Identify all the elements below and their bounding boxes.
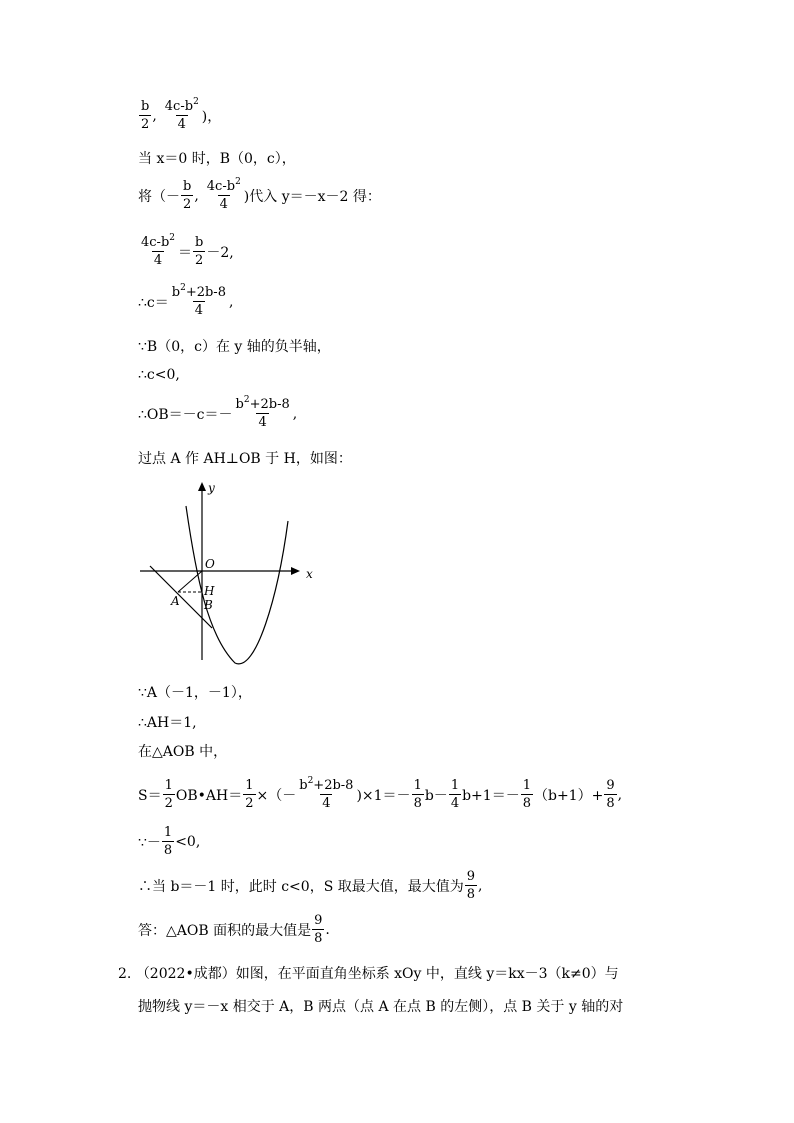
solution-line-2: 当 x＝0 时，B（0，c）， xyxy=(138,151,296,167)
problem-number: 2. xyxy=(118,966,132,982)
solution-line-3: 将（－ $\frac{b}{2}$ , $\frac{4c-b^2}{4}$ )代入 y＝－x－2 得： xyxy=(138,177,381,212)
fraction: $\frac{b}{2}$ xyxy=(183,179,192,212)
solution-line-14: ∵－ $\frac{1}{8}$ <0, xyxy=(138,825,201,858)
solution-line-8: ∴OB＝－c＝－ $\frac{b^2+2b-8}{4}$ , xyxy=(138,395,298,430)
x-axis-arrow-icon xyxy=(291,567,300,575)
problem-text-line-2: 抛物线 y＝－x 相交于 A，B 两点（点 A 在点 B 的左侧），点 B 关于 y 轴的对 xyxy=(138,999,624,1015)
fraction: $\frac{4c-b^2}{4}$ xyxy=(141,233,176,268)
fraction: $\frac{9}{8}$ xyxy=(314,913,323,946)
fraction: $\frac{1}{4}$ xyxy=(450,778,460,811)
problem-2 xyxy=(118,958,678,1024)
label-y: y xyxy=(208,481,215,495)
answer-line: 答：△AOB 面积的最大值是 $\frac{9}{8}$ . xyxy=(138,913,330,946)
label-x: x xyxy=(306,567,313,581)
solution-line-13: S＝ $\frac{1}{2}$ OB•AH＝ $\frac{1}{2}$ ×（－ $\frac{b^2+2b-8}{4}$ )×1＝－ $\frac{1}{8}$ b－ $\frac{1}{4}$ b+1＝－ $\frac{1}{8}$ （b+1）+ $\frac{9}{8}$ , xyxy=(138,776,623,811)
y-axis-arrow-icon xyxy=(198,482,206,491)
solution-line-12: 在△AOB 中， xyxy=(138,744,228,760)
fraction: $\frac{1}{8}$ xyxy=(522,778,531,811)
label-b: B xyxy=(204,598,213,612)
fraction: $\frac{b}{2}$ xyxy=(195,235,204,268)
segment-oa xyxy=(178,571,202,592)
fraction: $\frac{b^2+2b-8}{4}$ xyxy=(235,395,290,430)
fraction: $\frac{4c-b^2}{4}$ xyxy=(164,97,199,132)
fraction: $\frac{b^2+2b-8}{4}$ xyxy=(299,776,354,811)
solution-line-15: ∴当 b＝－1 时，此时 c<0，S 取最大值，最大值为 $\frac{9}{8}$ , xyxy=(138,869,483,902)
fraction: $\frac{1}{2}$ xyxy=(164,778,173,811)
solution-line-4: $\frac{4c-b^2}{4}$ ＝ $\frac{b}{2}$ －2, xyxy=(141,233,234,268)
label-a: A xyxy=(171,594,180,608)
fraction: $\frac{9}{8}$ xyxy=(466,869,476,902)
parabola-curve xyxy=(186,506,288,664)
solution-line-7: ∴c<0, xyxy=(138,367,180,383)
problem-text-line-1: （2022•成都）如图，在平面直角坐标系 xOy 中，直线 y＝kx－3（k≠0）与 xyxy=(135,966,619,982)
label-h: H xyxy=(204,584,215,598)
solution-line-1: $\frac{b}{2}$ , $\frac{4c-b^2}{4}$ )， xyxy=(141,97,222,132)
solution-line-6: ∵B（0，c）在 y 轴的负半轴， xyxy=(138,339,331,355)
fraction: $\frac{1}{8}$ xyxy=(163,825,173,858)
fraction: $\frac{b^2+2b-8}{4}$ xyxy=(171,283,226,318)
fraction: $\frac{1}{2}$ xyxy=(245,778,254,811)
solution-line-9: 过点 A 作 AH⊥OB 于 H，如图： xyxy=(138,451,352,467)
fraction: $\frac{b}{2}$ xyxy=(141,99,150,132)
label-o: O xyxy=(205,557,215,571)
solution-line-11: ∴AH＝1, xyxy=(138,715,197,731)
parabola-figure xyxy=(138,476,318,676)
fraction: $\frac{9}{8}$ xyxy=(606,778,615,811)
solution-line-5: ∴c＝ $\frac{b^2+2b-8}{4}$ , xyxy=(138,283,234,318)
solution-line-10: ∵A（－1，－1）， xyxy=(138,685,252,701)
fraction: $\frac{4c-b^2}{4}$ xyxy=(206,177,241,212)
fraction: $\frac{1}{8}$ xyxy=(413,778,422,811)
